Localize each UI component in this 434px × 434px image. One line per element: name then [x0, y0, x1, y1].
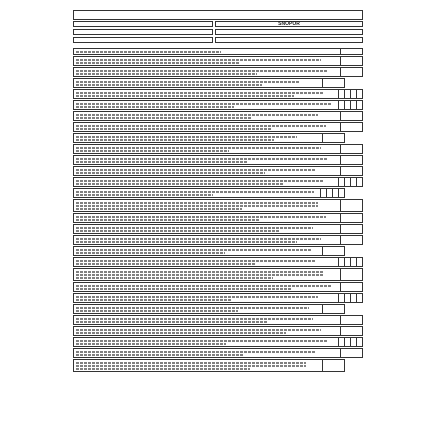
table-row	[73, 56, 363, 66]
table-row	[73, 111, 363, 121]
row-code	[340, 145, 362, 153]
text-line	[76, 365, 306, 367]
row-code	[340, 112, 362, 120]
row-description	[75, 80, 320, 86]
row-description	[75, 91, 338, 97]
row-description	[75, 237, 338, 243]
table-row	[73, 48, 363, 55]
value-cell	[356, 294, 362, 302]
row-description	[75, 339, 338, 345]
text-line	[76, 329, 321, 331]
text-line	[76, 205, 318, 207]
row-description	[75, 259, 338, 265]
value-cell	[356, 90, 362, 98]
row-code	[340, 214, 362, 222]
row-description	[75, 270, 338, 279]
text-line	[76, 81, 299, 83]
text-line	[76, 260, 315, 262]
text-line	[76, 318, 313, 320]
value-cell	[356, 178, 362, 186]
text-line	[76, 274, 323, 276]
table-row	[73, 166, 363, 176]
row-description	[75, 58, 338, 64]
row-description	[75, 328, 338, 334]
text-line	[76, 70, 328, 72]
table-row	[73, 122, 363, 132]
table-row	[73, 257, 363, 267]
row-description	[75, 146, 338, 152]
text-line	[76, 230, 279, 232]
row-code	[340, 57, 362, 65]
table-row	[73, 155, 363, 165]
row-description	[75, 50, 338, 53]
row-description	[75, 226, 338, 232]
text-line	[76, 62, 239, 64]
text-line	[76, 73, 257, 75]
table-row	[73, 100, 363, 110]
text-line	[76, 172, 265, 174]
table-row	[73, 199, 363, 212]
text-line	[76, 114, 318, 116]
row-description	[75, 350, 338, 356]
text-line	[76, 125, 326, 127]
text-line	[76, 106, 234, 108]
text-line	[76, 310, 238, 312]
text-line	[76, 241, 297, 243]
value-cells	[320, 189, 344, 197]
text-line	[76, 227, 313, 229]
row-description	[75, 248, 320, 254]
text-line	[76, 158, 328, 160]
text-line	[76, 332, 286, 334]
row-description	[75, 124, 338, 130]
row-code	[322, 79, 344, 87]
row-code	[340, 200, 362, 211]
row-code	[340, 283, 362, 291]
row-description	[75, 113, 338, 119]
text-line	[76, 249, 311, 251]
row-description	[75, 69, 338, 75]
text-line	[76, 343, 226, 345]
row-code	[340, 225, 362, 233]
text-line	[76, 150, 229, 152]
value-cell	[356, 101, 362, 109]
row-code	[340, 156, 362, 164]
table-row	[73, 177, 363, 187]
text-line	[76, 180, 323, 182]
table-row	[73, 268, 363, 281]
row-code	[340, 68, 362, 76]
text-line	[76, 277, 273, 279]
text-line	[76, 296, 318, 298]
row-code	[340, 349, 362, 357]
table-row	[73, 188, 345, 198]
spec-table	[73, 10, 363, 410]
row-code	[340, 123, 362, 131]
text-line	[76, 299, 231, 301]
row-code	[322, 360, 344, 371]
table-row	[73, 235, 363, 245]
row-description	[75, 201, 338, 210]
value-cells	[338, 178, 362, 186]
table-row	[73, 246, 345, 256]
row-description	[75, 215, 338, 221]
table-row	[73, 78, 345, 88]
footer-code	[76, 409, 156, 415]
table-row	[73, 144, 363, 154]
row-code	[340, 236, 362, 244]
text-line	[76, 368, 250, 370]
row-description	[75, 295, 338, 301]
table-row	[73, 282, 363, 292]
text-line	[76, 183, 284, 185]
row-description	[75, 135, 320, 141]
text-line	[76, 354, 244, 356]
text-line	[76, 59, 321, 61]
text-line	[76, 208, 242, 210]
value-cells	[338, 101, 362, 109]
row-code	[340, 49, 362, 54]
text-line	[76, 263, 255, 265]
text-line	[76, 285, 331, 287]
text-line	[76, 128, 271, 130]
text-line	[76, 194, 213, 196]
text-line	[76, 161, 247, 163]
table-row	[73, 133, 345, 143]
row-description	[75, 284, 338, 290]
text-line	[76, 219, 260, 221]
row-description	[75, 179, 338, 185]
text-line	[76, 103, 331, 105]
table-row	[73, 224, 363, 234]
row-code	[340, 316, 362, 324]
text-line	[76, 147, 321, 149]
text-line	[76, 238, 321, 240]
row-code	[340, 167, 362, 175]
table-row	[73, 359, 345, 372]
text-line	[76, 84, 262, 86]
text-line	[76, 139, 274, 141]
row-description	[75, 306, 320, 312]
value-cells	[338, 338, 362, 346]
text-line	[76, 307, 309, 309]
table-row	[73, 304, 345, 314]
row-description	[75, 317, 338, 323]
value-cells	[338, 258, 362, 266]
text-line	[76, 288, 292, 290]
row-code	[340, 327, 362, 335]
table-row	[73, 315, 363, 325]
text-line	[76, 362, 306, 364]
text-line	[76, 252, 225, 254]
text-line	[76, 117, 252, 119]
row-description	[75, 361, 320, 370]
table-row	[73, 89, 363, 99]
document-sheet	[73, 10, 363, 410]
row-code	[340, 269, 362, 280]
text-line	[76, 340, 328, 342]
text-line	[76, 95, 294, 97]
text-line	[76, 271, 323, 273]
table-row	[73, 213, 363, 223]
value-cell	[356, 338, 362, 346]
row-code	[322, 134, 344, 142]
text-line	[76, 216, 326, 218]
row-description	[75, 102, 338, 108]
value-cells	[338, 90, 362, 98]
table-row	[73, 348, 363, 358]
value-cell	[356, 258, 362, 266]
text-line	[76, 191, 314, 193]
row-code	[322, 247, 344, 255]
text-line	[76, 321, 268, 323]
table-row	[73, 293, 363, 303]
value-cells	[338, 294, 362, 302]
table-row	[73, 67, 363, 77]
text-line	[76, 51, 221, 53]
text-line	[76, 351, 315, 353]
text-line	[76, 136, 297, 138]
row-description	[75, 168, 338, 174]
row-code	[322, 305, 344, 313]
text-line	[76, 202, 318, 204]
brand-logo: SNOPOR	[278, 21, 300, 27]
row-description	[75, 157, 338, 163]
text-line	[76, 92, 323, 94]
text-line	[76, 169, 315, 171]
table-row	[73, 326, 363, 336]
value-cell	[338, 189, 344, 197]
row-description	[75, 190, 320, 196]
table-row	[73, 337, 363, 347]
